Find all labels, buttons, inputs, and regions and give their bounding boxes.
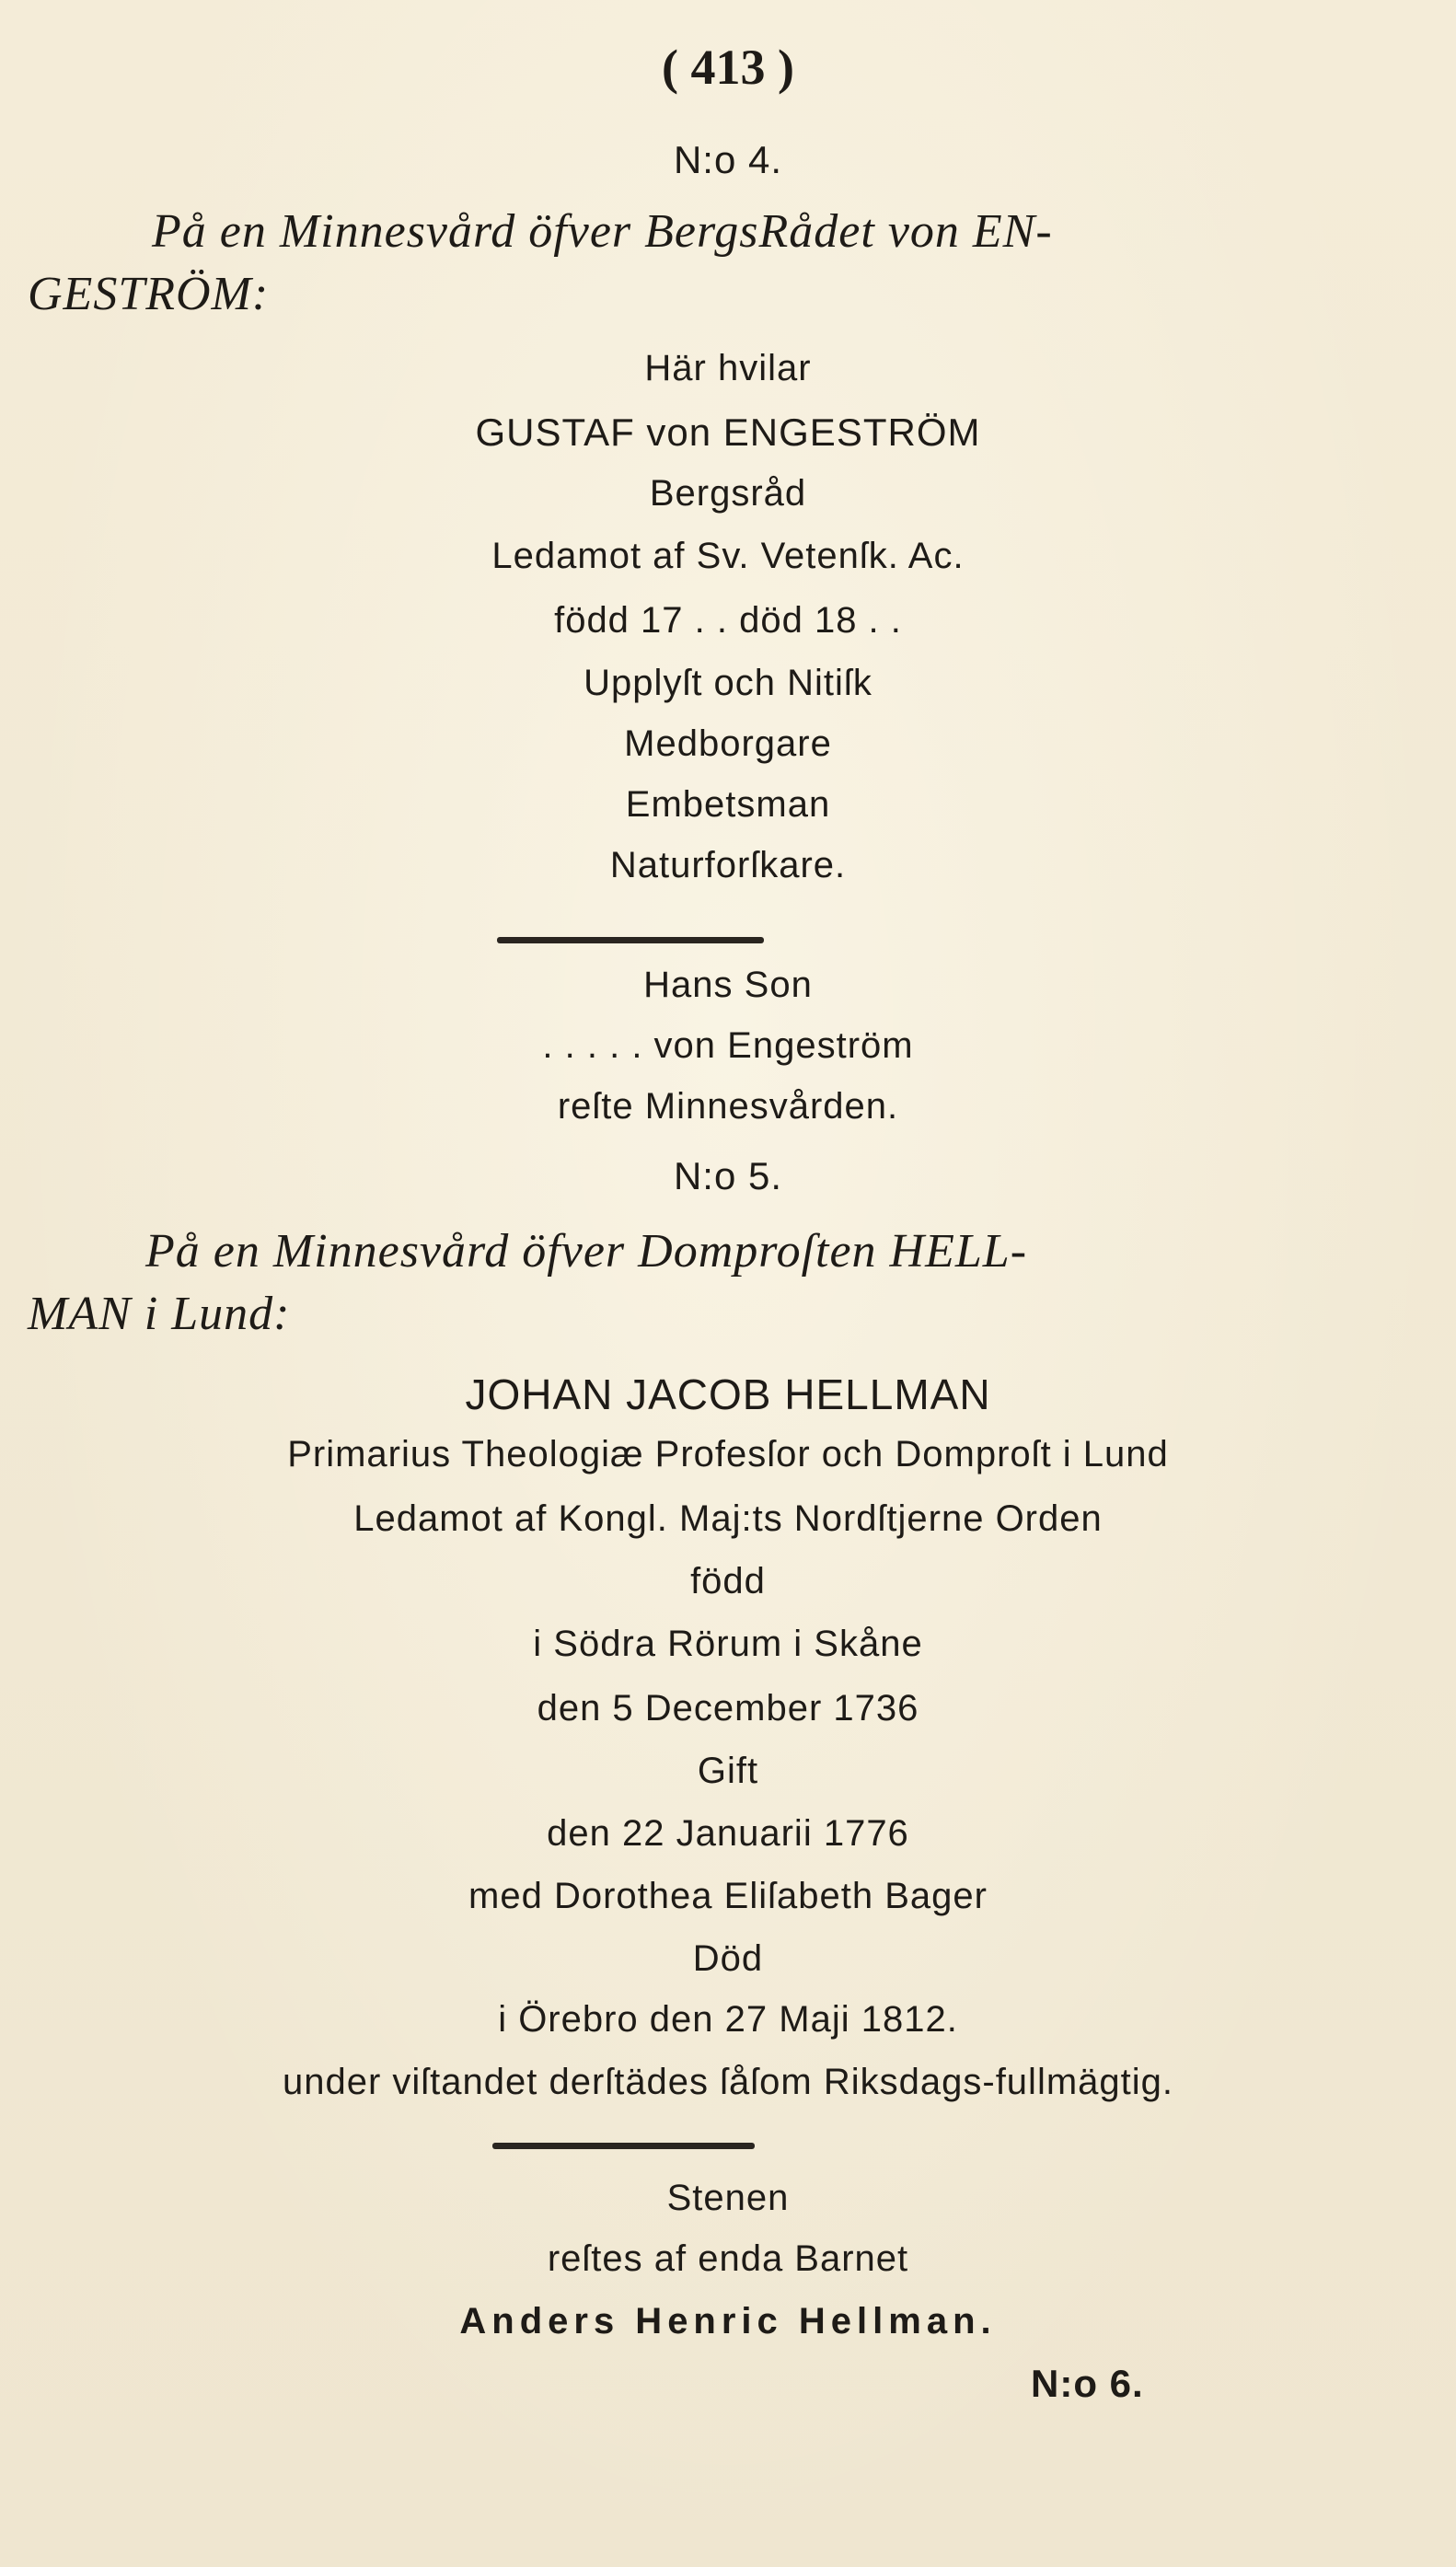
section-5-number: N:o 5. <box>673 1154 783 1197</box>
inscription-line: Hans Son <box>643 965 813 1005</box>
inscription-line: Embetsman <box>625 784 831 825</box>
inscription-line: född 17 . . död 18 . . <box>554 600 902 641</box>
divider-rule <box>497 937 764 943</box>
inscription-line: reſtes af enda Barnet <box>547 2238 909 2279</box>
inscription-line: . . . . . von Engeström <box>542 1025 914 1066</box>
inscription-line: den 5 December 1736 <box>537 1688 919 1729</box>
section-4-heading-line2: GESTRÖM: <box>28 268 270 320</box>
section-4-number: N:o 4. <box>673 138 783 181</box>
inscription-line: Naturforſkare. <box>609 845 847 885</box>
inscription-line: i Södra Rörum i Skåne <box>533 1624 923 1664</box>
inscription-line: Upplyſt och Nitiſk <box>584 663 872 703</box>
divider-rule <box>492 2143 755 2149</box>
inscription-line: den 22 Januarii 1776 <box>547 1813 909 1854</box>
section-4-heading-line1: På en Minnesvård öfver BergsRådet von EN- <box>152 205 1053 258</box>
page-number: ( 413 ) <box>662 40 794 95</box>
inscription-line: Ledamot af Sv. Vetenſk. Ac. <box>491 536 965 576</box>
inscription-line: i Örebro den 27 Maji 1812. <box>498 1999 958 2040</box>
inscription-line: född <box>690 1561 766 1601</box>
inscription-line: Död <box>692 1938 764 1979</box>
inscription-line: Ledamot af Kongl. Maj:ts Nordſtjerne Orden <box>353 1498 1103 1539</box>
inscription-line: Gift <box>697 1751 759 1791</box>
catchword: N:o 6. <box>1031 2362 1144 2405</box>
inscription-line: reſte Minnesvården. <box>557 1086 899 1127</box>
inscription-line: JOHAN JACOB HELLMAN <box>465 1370 991 1418</box>
section-5-heading-line1: På en Minnesvård öfver Domproſten HELL- <box>145 1225 1028 1278</box>
inscription-line: med Dorothea Eliſabeth Bager <box>468 1876 988 1916</box>
inscription-line: Stenen <box>666 2178 790 2218</box>
inscription-line: Primarius Theologiæ Profesſor och Domproſt i Lund <box>287 1434 1169 1474</box>
inscription-line: Anders Henric Hellman. <box>459 2301 997 2342</box>
inscription-line: Medborgare <box>624 723 832 764</box>
inscription-line: Här hvilar <box>644 348 812 388</box>
inscription-line: under viſtandet derſtädes ſåſom Riksdags-fullmägtig. <box>282 2062 1173 2102</box>
section-5-heading-line2: MAN i Lund: <box>28 1288 291 1340</box>
inscription-line: Bergsråd <box>649 473 807 514</box>
inscription-line: GUSTAF von ENGESTRÖM <box>475 410 981 454</box>
